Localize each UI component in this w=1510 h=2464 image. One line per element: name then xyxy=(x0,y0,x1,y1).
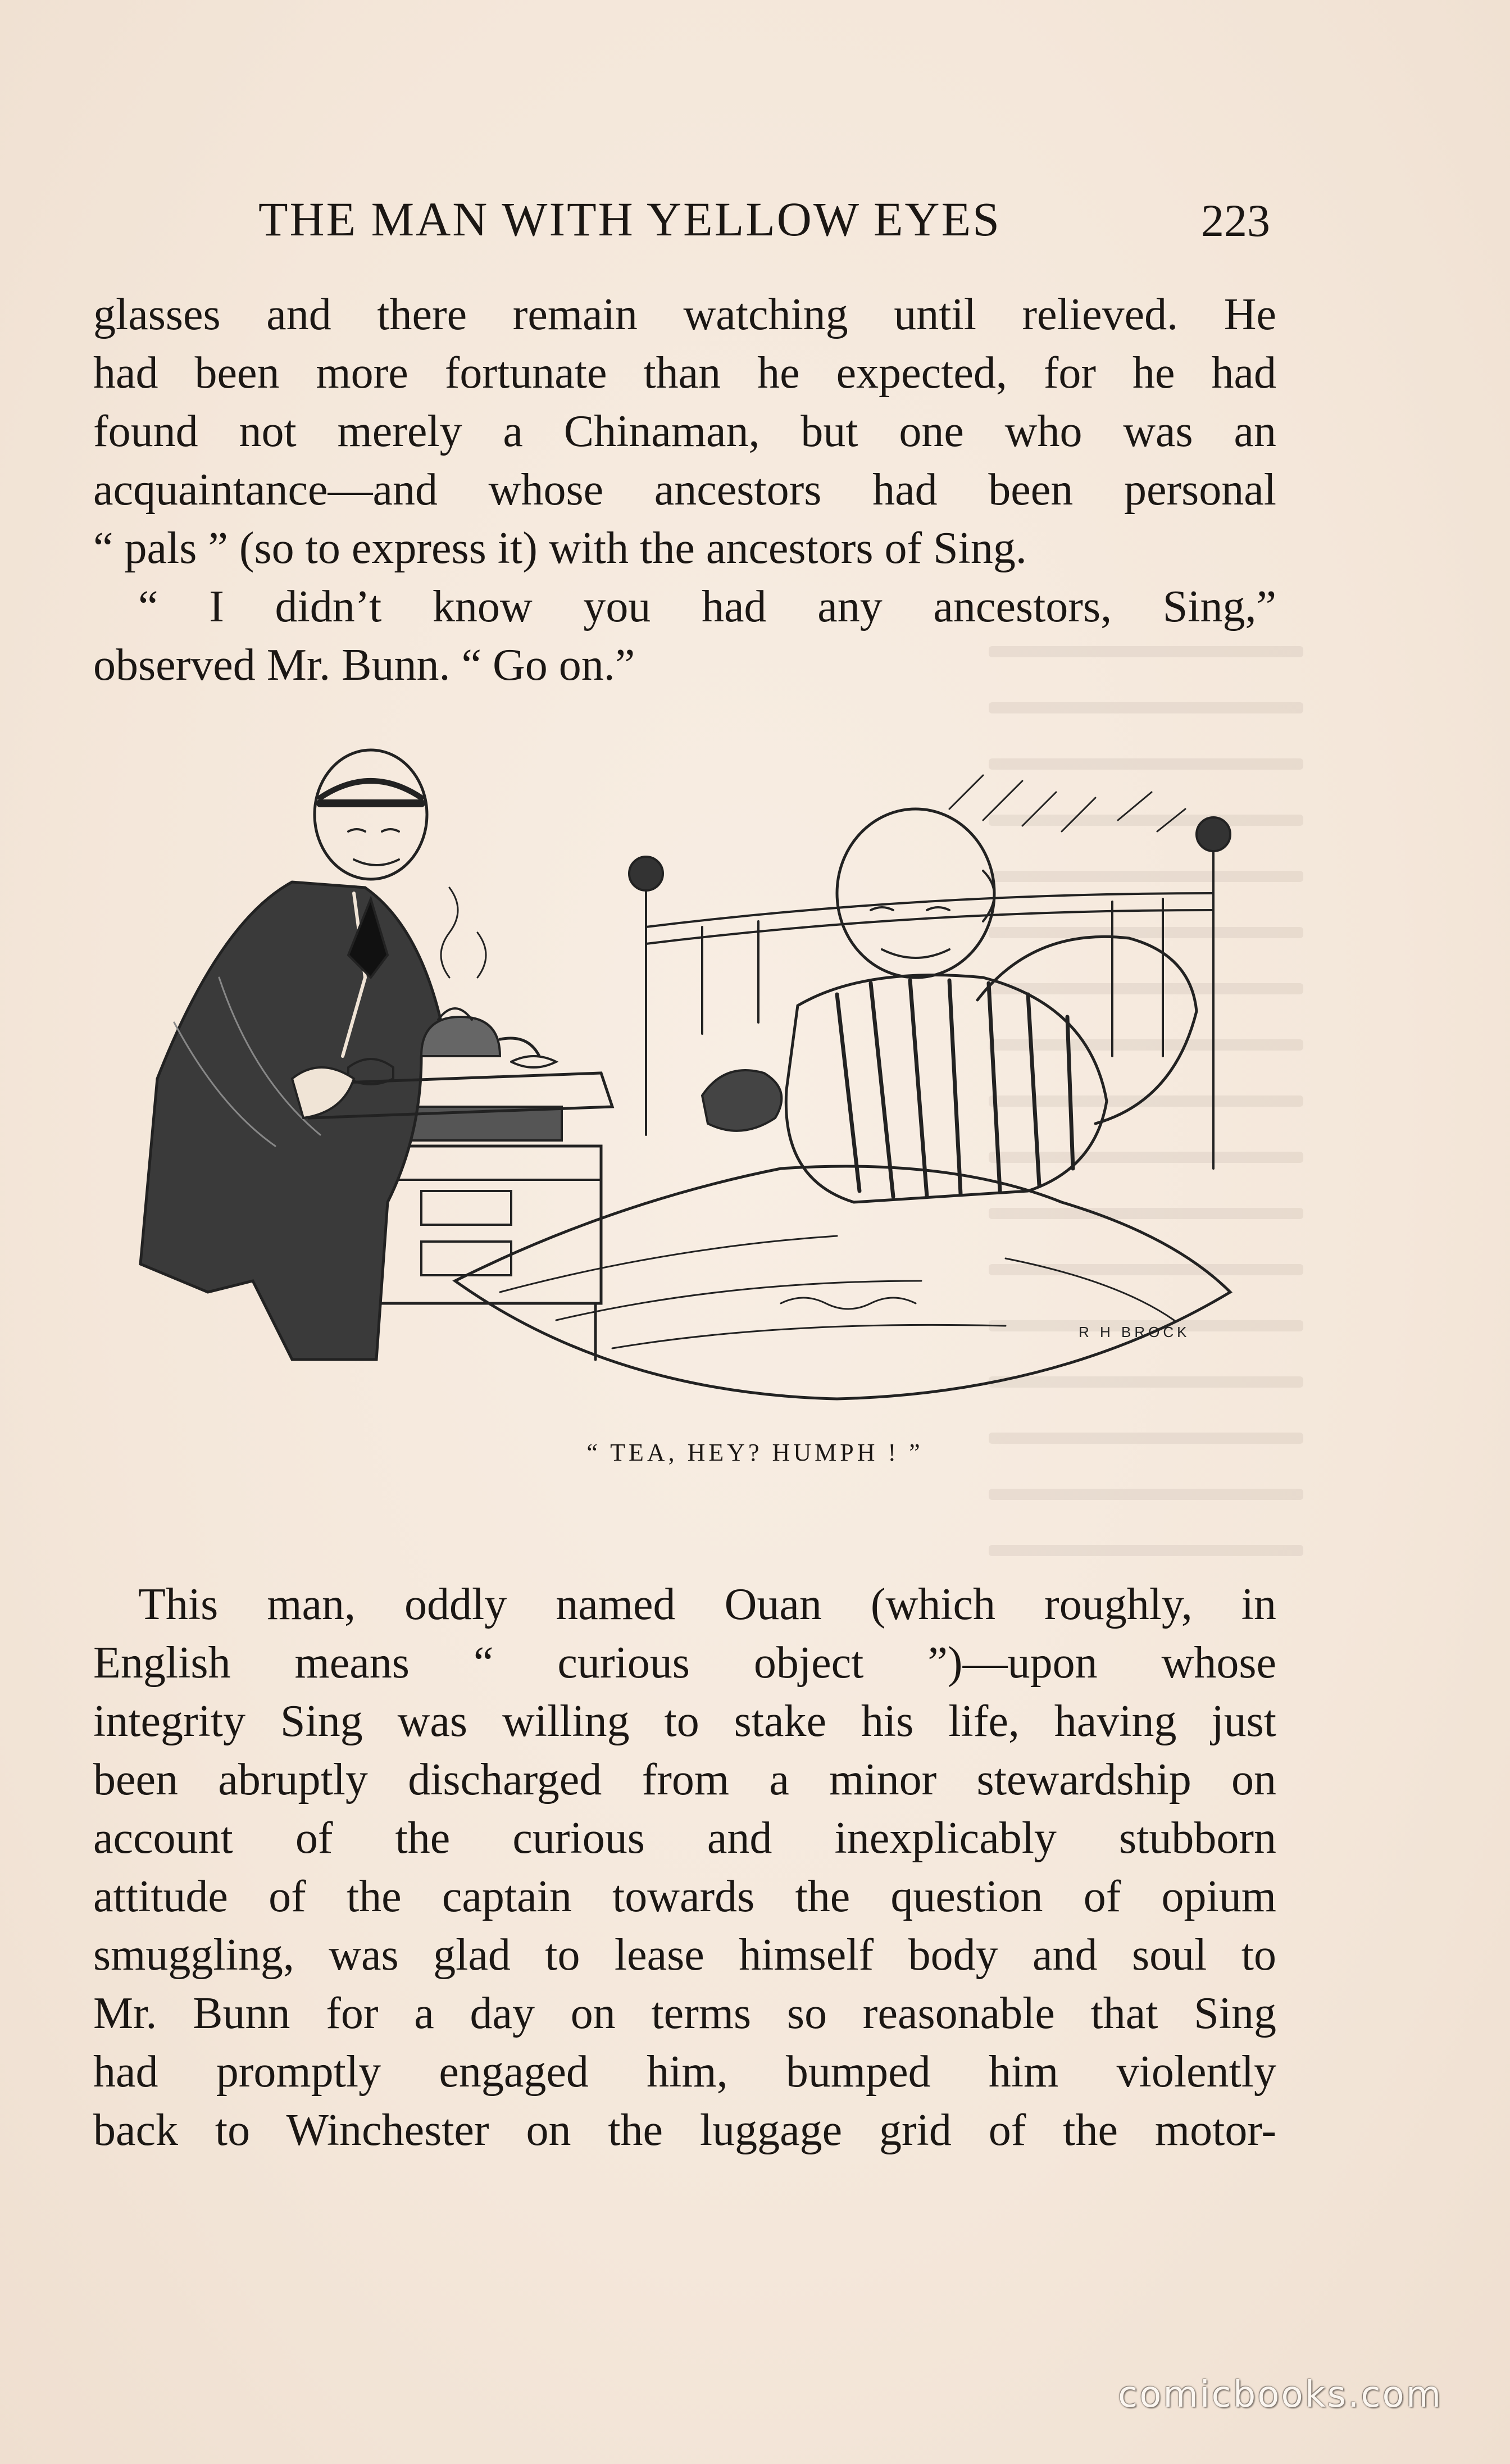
artist-signature: R H BROCK xyxy=(1079,1324,1190,1340)
text-line: been abruptly discharged from a minor stewardship on xyxy=(93,1755,1276,1804)
illustration-tea-bedside xyxy=(107,742,1258,1427)
running-title: THE MAN WITH YELLOW EYES xyxy=(258,192,1001,246)
text-line: “ I didn’t know you had any ancestors, Sing,” xyxy=(138,582,1276,631)
text-line: smuggling, was glad to lease himself body and soul to xyxy=(93,1930,1276,1980)
text-line: had been more fortunate than he expected, for he had xyxy=(93,348,1276,398)
watermark: comicbooks.com xyxy=(1118,2374,1443,2416)
text-block-top xyxy=(93,285,1276,694)
text-line: glasses and there remain watching until relieved. He xyxy=(93,290,1276,339)
text-block-bottom xyxy=(93,1575,1276,2160)
text-line: acquaintance—and whose ancestors had been personal xyxy=(93,465,1276,515)
illustration-caption: “ TEA, HEY? HUMPH ! ” xyxy=(586,1439,924,1466)
text-line: attitude of the captain towards the question of opium xyxy=(93,1872,1276,1921)
page-number: 223 xyxy=(1201,195,1270,246)
text-line: account of the curious and inexplicably stubborn xyxy=(93,1813,1276,1863)
text-line: “ pals ” (so to express it) with the ancestors of Sing. xyxy=(93,524,1027,573)
text-line: This man, oddly named Ouan (which roughly, in xyxy=(138,1580,1276,1629)
text-line: observed Mr. Bunn. “ Go on.” xyxy=(93,640,635,690)
text-line: English means “ curious object ”)—upon whose xyxy=(93,1638,1276,1688)
text-line: back to Winchester on the luggage grid of the motor- xyxy=(93,2106,1276,2155)
text-line: found not merely a Chinaman, but one who was an xyxy=(93,407,1276,456)
text-line: Mr. Bunn for a day on terms so reasonable that Sing xyxy=(93,1989,1276,2038)
text-line: had promptly engaged him, bumped him violently xyxy=(93,2047,1276,2097)
text-line: integrity Sing was willing to stake his life, having just xyxy=(93,1697,1276,1746)
